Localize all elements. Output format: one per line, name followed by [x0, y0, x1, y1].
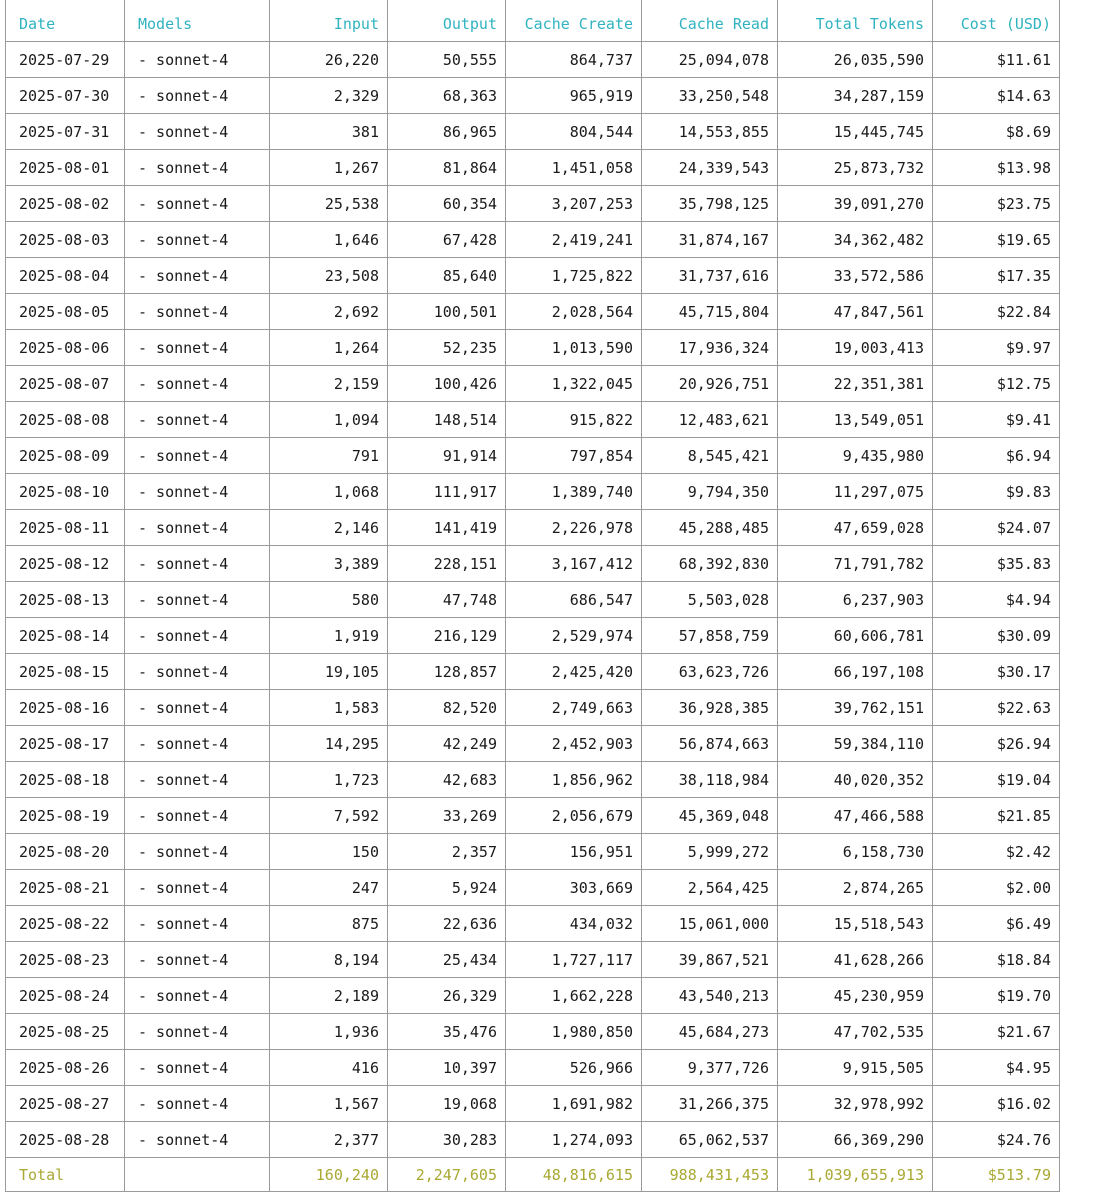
cell-output: 42,683: [388, 762, 506, 798]
cell-cache-read: 31,874,167: [642, 222, 778, 258]
cell-date: 2025-08-04: [6, 258, 125, 294]
cell-cost: $6.49: [933, 906, 1060, 942]
cell-date: 2025-08-21: [6, 870, 125, 906]
cell-output: 100,501: [388, 294, 506, 330]
cell-output: 100,426: [388, 366, 506, 402]
cell-input: 8,194: [270, 942, 388, 978]
cell-total-tokens: 40,020,352: [778, 762, 933, 798]
cell-cache-read: 17,936,324: [642, 330, 778, 366]
table-row: [6, 546, 1060, 582]
cell-output: 85,640: [388, 258, 506, 294]
cell-models: - sonnet-4: [125, 150, 270, 186]
cell-cache-read: 9,794,350: [642, 474, 778, 510]
table-row: [6, 474, 1060, 510]
cell-output: 47,748: [388, 582, 506, 618]
cell-cache-create: 1,322,045: [506, 366, 642, 402]
cell-cost: $35.83: [933, 546, 1060, 582]
header-models: Models: [125, 0, 270, 42]
cell-models: - sonnet-4: [125, 654, 270, 690]
header-output: Output: [388, 0, 506, 42]
header-row: [6, 0, 1060, 42]
cell-date: 2025-08-12: [6, 546, 125, 582]
cell-models: - sonnet-4: [125, 870, 270, 906]
cell-cache-create: 2,028,564: [506, 294, 642, 330]
cell-models: - sonnet-4: [125, 510, 270, 546]
table-row: [6, 906, 1060, 942]
table-row: [6, 78, 1060, 114]
cell-cache-read: 31,737,616: [642, 258, 778, 294]
total-output: 2,247,605: [388, 1158, 506, 1192]
cell-cache-create: 1,980,850: [506, 1014, 642, 1050]
cell-total-tokens: 6,237,903: [778, 582, 933, 618]
cell-models: - sonnet-4: [125, 726, 270, 762]
cell-output: 111,917: [388, 474, 506, 510]
cell-cost: $8.69: [933, 114, 1060, 150]
table-row: [6, 618, 1060, 654]
table-row: [6, 510, 1060, 546]
cell-cache-create: 686,547: [506, 582, 642, 618]
total-cache-create: 48,816,615: [506, 1158, 642, 1192]
table-row: [6, 438, 1060, 474]
cell-models: - sonnet-4: [125, 582, 270, 618]
cell-models: - sonnet-4: [125, 42, 270, 78]
cell-cache-read: 9,377,726: [642, 1050, 778, 1086]
cell-total-tokens: 47,702,535: [778, 1014, 933, 1050]
cell-cost: $9.83: [933, 474, 1060, 510]
cell-cache-create: 2,419,241: [506, 222, 642, 258]
table-row: [6, 654, 1060, 690]
cell-total-tokens: 22,351,381: [778, 366, 933, 402]
total-cache-read: 988,431,453: [642, 1158, 778, 1192]
cell-total-tokens: 6,158,730: [778, 834, 933, 870]
cell-cache-read: 45,684,273: [642, 1014, 778, 1050]
table-row: [6, 258, 1060, 294]
cell-input: 14,295: [270, 726, 388, 762]
cell-input: 1,583: [270, 690, 388, 726]
cell-total-tokens: 47,466,588: [778, 798, 933, 834]
table-row: [6, 834, 1060, 870]
cell-models: - sonnet-4: [125, 1086, 270, 1122]
cell-models: - sonnet-4: [125, 1050, 270, 1086]
cell-input: 3,389: [270, 546, 388, 582]
cell-total-tokens: 45,230,959: [778, 978, 933, 1014]
cell-total-tokens: 59,384,110: [778, 726, 933, 762]
cell-cost: $30.09: [933, 618, 1060, 654]
cell-input: 1,094: [270, 402, 388, 438]
table-row: [6, 942, 1060, 978]
cell-cache-create: 2,529,974: [506, 618, 642, 654]
cell-total-tokens: 15,445,745: [778, 114, 933, 150]
cell-total-tokens: 9,435,980: [778, 438, 933, 474]
cell-date: 2025-08-17: [6, 726, 125, 762]
cell-date: 2025-08-20: [6, 834, 125, 870]
table-row: [6, 582, 1060, 618]
cell-input: 1,936: [270, 1014, 388, 1050]
cell-cache-create: 1,691,982: [506, 1086, 642, 1122]
cell-cache-read: 38,118,984: [642, 762, 778, 798]
cell-cache-create: 1,389,740: [506, 474, 642, 510]
cell-date: 2025-08-24: [6, 978, 125, 1014]
cell-date: 2025-08-02: [6, 186, 125, 222]
table-row: [6, 978, 1060, 1014]
header-cost: Cost (USD): [933, 0, 1060, 42]
cell-cost: $30.17: [933, 654, 1060, 690]
cell-input: 791: [270, 438, 388, 474]
cell-date: 2025-08-25: [6, 1014, 125, 1050]
cell-models: - sonnet-4: [125, 222, 270, 258]
cell-cost: $14.63: [933, 78, 1060, 114]
table-row: [6, 1014, 1060, 1050]
cell-cost: $9.41: [933, 402, 1060, 438]
cell-total-tokens: 47,659,028: [778, 510, 933, 546]
cell-input: 416: [270, 1050, 388, 1086]
cell-total-tokens: 39,091,270: [778, 186, 933, 222]
cell-output: 60,354: [388, 186, 506, 222]
cell-cost: $22.63: [933, 690, 1060, 726]
cell-cache-read: 45,715,804: [642, 294, 778, 330]
cell-cache-create: 965,919: [506, 78, 642, 114]
cell-models: - sonnet-4: [125, 1122, 270, 1158]
cell-cost: $23.75: [933, 186, 1060, 222]
cell-cache-read: 45,288,485: [642, 510, 778, 546]
cell-total-tokens: 60,606,781: [778, 618, 933, 654]
cell-models: - sonnet-4: [125, 906, 270, 942]
cell-models: - sonnet-4: [125, 402, 270, 438]
cell-cache-read: 36,928,385: [642, 690, 778, 726]
cell-cache-read: 15,061,000: [642, 906, 778, 942]
table-row: [6, 186, 1060, 222]
cell-input: 1,919: [270, 618, 388, 654]
cell-output: 216,129: [388, 618, 506, 654]
table-row: [6, 294, 1060, 330]
cell-models: - sonnet-4: [125, 798, 270, 834]
cell-total-tokens: 66,369,290: [778, 1122, 933, 1158]
cell-output: 141,419: [388, 510, 506, 546]
table-row: [6, 1086, 1060, 1122]
table-row: [6, 726, 1060, 762]
cell-output: 35,476: [388, 1014, 506, 1050]
cell-total-tokens: 71,791,782: [778, 546, 933, 582]
cell-date: 2025-08-10: [6, 474, 125, 510]
header-input: Input: [270, 0, 388, 42]
cell-input: 2,159: [270, 366, 388, 402]
table-row: [6, 330, 1060, 366]
cell-cache-read: 39,867,521: [642, 942, 778, 978]
cell-date: 2025-08-26: [6, 1050, 125, 1086]
cell-date: 2025-08-08: [6, 402, 125, 438]
total-tokens: 1,039,655,913: [778, 1158, 933, 1192]
cell-cache-read: 65,062,537: [642, 1122, 778, 1158]
table-row: [6, 114, 1060, 150]
cell-output: 228,151: [388, 546, 506, 582]
cell-input: 1,567: [270, 1086, 388, 1122]
cell-cache-read: 5,503,028: [642, 582, 778, 618]
cell-cache-read: 14,553,855: [642, 114, 778, 150]
cell-cost: $9.97: [933, 330, 1060, 366]
cell-input: 580: [270, 582, 388, 618]
cell-output: 128,857: [388, 654, 506, 690]
cell-cost: $2.00: [933, 870, 1060, 906]
cell-cost: $26.94: [933, 726, 1060, 762]
cell-cache-read: 57,858,759: [642, 618, 778, 654]
cell-date: 2025-08-23: [6, 942, 125, 978]
cell-date: 2025-08-05: [6, 294, 125, 330]
cell-output: 22,636: [388, 906, 506, 942]
cell-output: 148,514: [388, 402, 506, 438]
cell-input: 2,329: [270, 78, 388, 114]
cell-cache-create: 3,207,253: [506, 186, 642, 222]
table-row: [6, 1122, 1060, 1158]
cell-cache-create: 864,737: [506, 42, 642, 78]
cell-models: - sonnet-4: [125, 762, 270, 798]
cell-total-tokens: 47,847,561: [778, 294, 933, 330]
cell-cache-create: 2,425,420: [506, 654, 642, 690]
table-row: [6, 42, 1060, 78]
cell-cost: $19.65: [933, 222, 1060, 258]
cell-cache-create: 3,167,412: [506, 546, 642, 582]
cell-cost: $21.85: [933, 798, 1060, 834]
cell-total-tokens: 11,297,075: [778, 474, 933, 510]
cell-cache-create: 526,966: [506, 1050, 642, 1086]
table-row: [6, 690, 1060, 726]
cell-cache-create: 797,854: [506, 438, 642, 474]
cell-cache-read: 8,545,421: [642, 438, 778, 474]
cell-models: - sonnet-4: [125, 942, 270, 978]
cell-cache-read: 5,999,272: [642, 834, 778, 870]
cell-models: - sonnet-4: [125, 978, 270, 1014]
cell-cost: $4.94: [933, 582, 1060, 618]
header-date: Date: [6, 0, 125, 42]
cell-cache-create: 1,727,117: [506, 942, 642, 978]
cell-cache-create: 1,274,093: [506, 1122, 642, 1158]
cell-models: - sonnet-4: [125, 834, 270, 870]
cell-cost: $12.75: [933, 366, 1060, 402]
cell-date: 2025-08-06: [6, 330, 125, 366]
cell-output: 42,249: [388, 726, 506, 762]
cell-output: 30,283: [388, 1122, 506, 1158]
cell-output: 68,363: [388, 78, 506, 114]
cell-cost: $6.94: [933, 438, 1060, 474]
cell-cache-read: 24,339,543: [642, 150, 778, 186]
cell-date: 2025-07-31: [6, 114, 125, 150]
cell-date: 2025-08-01: [6, 150, 125, 186]
cell-input: 1,646: [270, 222, 388, 258]
cell-models: - sonnet-4: [125, 78, 270, 114]
cell-output: 91,914: [388, 438, 506, 474]
cell-output: 33,269: [388, 798, 506, 834]
total-input: 160,240: [270, 1158, 388, 1192]
cell-input: 26,220: [270, 42, 388, 78]
cell-output: 52,235: [388, 330, 506, 366]
cell-cache-read: 68,392,830: [642, 546, 778, 582]
cell-date: 2025-08-22: [6, 906, 125, 942]
header-cache-read: Cache Read: [642, 0, 778, 42]
cell-date: 2025-08-07: [6, 366, 125, 402]
cell-cost: $24.07: [933, 510, 1060, 546]
total-label: Total: [6, 1158, 125, 1192]
cell-output: 2,357: [388, 834, 506, 870]
cell-cache-create: 1,725,822: [506, 258, 642, 294]
cell-output: 50,555: [388, 42, 506, 78]
cell-total-tokens: 34,362,482: [778, 222, 933, 258]
cell-cache-create: 156,951: [506, 834, 642, 870]
cell-cache-create: 1,451,058: [506, 150, 642, 186]
cell-cache-create: 1,013,590: [506, 330, 642, 366]
cell-total-tokens: 33,572,586: [778, 258, 933, 294]
cell-output: 25,434: [388, 942, 506, 978]
cell-models: - sonnet-4: [125, 114, 270, 150]
cell-input: 875: [270, 906, 388, 942]
cell-total-tokens: 26,035,590: [778, 42, 933, 78]
cell-total-tokens: 39,762,151: [778, 690, 933, 726]
cell-models: - sonnet-4: [125, 258, 270, 294]
cell-cost: $16.02: [933, 1086, 1060, 1122]
cell-date: 2025-08-11: [6, 510, 125, 546]
cell-date: 2025-08-16: [6, 690, 125, 726]
cell-cache-create: 2,226,978: [506, 510, 642, 546]
cell-cost: $17.35: [933, 258, 1060, 294]
cell-date: 2025-08-09: [6, 438, 125, 474]
cell-cost: $4.95: [933, 1050, 1060, 1086]
cell-cache-read: 45,369,048: [642, 798, 778, 834]
cell-total-tokens: 2,874,265: [778, 870, 933, 906]
cell-input: 247: [270, 870, 388, 906]
cell-input: 150: [270, 834, 388, 870]
cell-output: 5,924: [388, 870, 506, 906]
total-row: [6, 1158, 1060, 1192]
table-row: [6, 870, 1060, 906]
cell-date: 2025-07-30: [6, 78, 125, 114]
cell-cache-create: 434,032: [506, 906, 642, 942]
cell-cache-create: 2,749,663: [506, 690, 642, 726]
cell-models: - sonnet-4: [125, 294, 270, 330]
cell-total-tokens: 9,915,505: [778, 1050, 933, 1086]
cell-models: - sonnet-4: [125, 438, 270, 474]
cell-cost: $22.84: [933, 294, 1060, 330]
cell-output: 86,965: [388, 114, 506, 150]
cell-cache-create: 2,452,903: [506, 726, 642, 762]
cell-output: 19,068: [388, 1086, 506, 1122]
cell-cost: $11.61: [933, 42, 1060, 78]
cell-date: 2025-08-03: [6, 222, 125, 258]
cell-total-tokens: 32,978,992: [778, 1086, 933, 1122]
cell-models: - sonnet-4: [125, 690, 270, 726]
cell-cost: $2.42: [933, 834, 1060, 870]
usage-table: [5, 0, 1060, 1192]
total-models: [125, 1158, 270, 1192]
cell-cache-read: 35,798,125: [642, 186, 778, 222]
table-row: [6, 1050, 1060, 1086]
header-total-tokens: Total Tokens: [778, 0, 933, 42]
cell-models: - sonnet-4: [125, 546, 270, 582]
cell-input: 381: [270, 114, 388, 150]
cell-models: - sonnet-4: [125, 186, 270, 222]
cell-models: - sonnet-4: [125, 1014, 270, 1050]
cell-total-tokens: 34,287,159: [778, 78, 933, 114]
cell-input: 2,377: [270, 1122, 388, 1158]
cell-input: 1,264: [270, 330, 388, 366]
cell-input: 23,508: [270, 258, 388, 294]
cell-output: 26,329: [388, 978, 506, 1014]
table-row: [6, 222, 1060, 258]
cell-models: - sonnet-4: [125, 618, 270, 654]
cell-cache-read: 56,874,663: [642, 726, 778, 762]
cell-cache-read: 12,483,621: [642, 402, 778, 438]
cell-cache-create: 303,669: [506, 870, 642, 906]
cell-cache-read: 2,564,425: [642, 870, 778, 906]
cell-cost: $19.04: [933, 762, 1060, 798]
cell-cache-create: 915,822: [506, 402, 642, 438]
cell-cache-read: 25,094,078: [642, 42, 778, 78]
cell-cost: $18.84: [933, 942, 1060, 978]
cell-models: - sonnet-4: [125, 366, 270, 402]
cell-date: 2025-08-15: [6, 654, 125, 690]
cell-cost: $19.70: [933, 978, 1060, 1014]
cell-cache-create: 1,662,228: [506, 978, 642, 1014]
cell-total-tokens: 66,197,108: [778, 654, 933, 690]
total-cost: $513.79: [933, 1158, 1060, 1192]
cell-date: 2025-08-28: [6, 1122, 125, 1158]
cell-date: 2025-08-14: [6, 618, 125, 654]
cell-total-tokens: 15,518,543: [778, 906, 933, 942]
cell-total-tokens: 41,628,266: [778, 942, 933, 978]
cell-date: 2025-08-18: [6, 762, 125, 798]
cell-cost: $13.98: [933, 150, 1060, 186]
table-row: [6, 366, 1060, 402]
cell-models: - sonnet-4: [125, 474, 270, 510]
cell-input: 2,146: [270, 510, 388, 546]
cell-input: 2,692: [270, 294, 388, 330]
cell-cache-read: 63,623,726: [642, 654, 778, 690]
cell-input: 1,068: [270, 474, 388, 510]
cell-input: 7,592: [270, 798, 388, 834]
cell-total-tokens: 19,003,413: [778, 330, 933, 366]
cell-input: 1,723: [270, 762, 388, 798]
cell-cache-create: 2,056,679: [506, 798, 642, 834]
cell-cache-create: 1,856,962: [506, 762, 642, 798]
cell-date: 2025-08-27: [6, 1086, 125, 1122]
cell-cache-read: 31,266,375: [642, 1086, 778, 1122]
cell-cache-create: 804,544: [506, 114, 642, 150]
cell-date: 2025-07-29: [6, 42, 125, 78]
cell-cache-read: 20,926,751: [642, 366, 778, 402]
cell-input: 19,105: [270, 654, 388, 690]
cell-output: 81,864: [388, 150, 506, 186]
cell-input: 2,189: [270, 978, 388, 1014]
table-row: [6, 402, 1060, 438]
cell-date: 2025-08-13: [6, 582, 125, 618]
cell-output: 82,520: [388, 690, 506, 726]
table-row: [6, 150, 1060, 186]
table-body: [6, 42, 1060, 1158]
cell-output: 67,428: [388, 222, 506, 258]
cell-cache-read: 43,540,213: [642, 978, 778, 1014]
table-row: [6, 762, 1060, 798]
table-row: [6, 798, 1060, 834]
cell-models: - sonnet-4: [125, 330, 270, 366]
cell-input: 1,267: [270, 150, 388, 186]
cell-date: 2025-08-19: [6, 798, 125, 834]
cell-cost: $21.67: [933, 1014, 1060, 1050]
cell-cost: $24.76: [933, 1122, 1060, 1158]
cell-total-tokens: 13,549,051: [778, 402, 933, 438]
cell-output: 10,397: [388, 1050, 506, 1086]
cell-input: 25,538: [270, 186, 388, 222]
cell-total-tokens: 25,873,732: [778, 150, 933, 186]
header-cache-create: Cache Create: [506, 0, 642, 42]
cell-cache-read: 33,250,548: [642, 78, 778, 114]
